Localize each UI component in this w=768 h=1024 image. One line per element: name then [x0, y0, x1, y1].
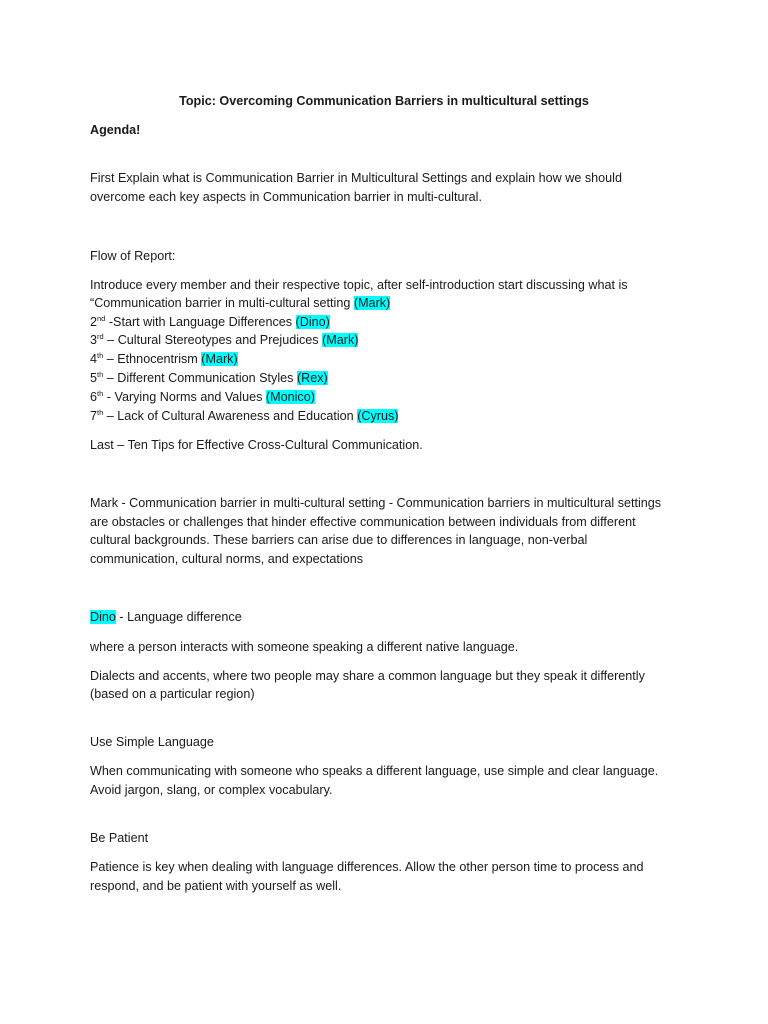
presenter-name-highlight: (Rex)	[296, 371, 328, 385]
flow-intro-text: “Communication barrier in multi-cultural setting	[90, 296, 354, 310]
document-title: Topic: Overcoming Communication Barriers in multicultural settings	[179, 94, 589, 108]
flow-item-ordinal: nd	[97, 313, 106, 323]
flow-item-text: – Ethnocentrism	[103, 352, 202, 366]
dino-heading	[90, 610, 242, 624]
intro-line: overcome each key aspects in Communication barrier in multi-cultural.	[90, 190, 482, 204]
simple-language-line: Avoid jargon, slang, or complex vocabulary.	[90, 783, 333, 797]
flow-item	[90, 333, 358, 347]
flow-intro-line: Introduce every member and their respective topic, after self-introduction start discussing what is	[90, 278, 628, 292]
flow-item-number: 5	[90, 371, 98, 385]
flow-item	[90, 315, 330, 329]
presenter-name-highlight: (Dino)	[295, 315, 330, 329]
be-patient-heading: Be Patient	[90, 831, 149, 845]
flow-item-number: 3	[90, 333, 98, 347]
flow-item-ordinal: th	[97, 369, 104, 379]
flow-item	[90, 371, 328, 385]
presenter-name-highlight: Dino	[90, 610, 116, 624]
presenter-name-highlight: (Cyrus)	[357, 409, 399, 423]
intro-line: First Explain what is Communication Barrier in Multicultural Settings and explain how we should	[90, 171, 622, 185]
dino-heading-text: - Language difference	[115, 610, 242, 624]
flow-item-text: -Start with Language Differences	[105, 315, 296, 329]
dino-paragraph-line: Dialects and accents, where two people may share a common language but they speak it differently	[90, 669, 645, 683]
dino-paragraph-line: (based on a particular region)	[90, 687, 255, 701]
mark-paragraph-line: Mark - Communication barrier in multi-cultural setting - Communication barriers in multicultural settings	[90, 496, 662, 510]
presenter-name-highlight: (Monico)	[265, 390, 315, 404]
flow-item-number: 4	[90, 352, 98, 366]
mark-paragraph-line: communication, cultural norms, and expectations	[90, 552, 363, 566]
mark-paragraph-line: cultural backgrounds. These barriers can arise due to differences in language, non-verbal	[90, 533, 588, 547]
be-patient-line: respond, and be patient with yourself as well.	[90, 879, 342, 893]
flow-intro-line	[90, 296, 390, 310]
flow-item	[90, 409, 398, 423]
flow-item-text: – Cultural Stereotypes and Prejudices	[103, 333, 323, 347]
presenter-name-highlight: (Mark)	[201, 352, 238, 366]
flow-item-ordinal: rd	[97, 331, 104, 341]
presenter-name-highlight: (Mark)	[353, 296, 391, 310]
flow-last-line: Last – Ten Tips for Effective Cross-Cultural Communication.	[90, 438, 423, 452]
be-patient-line: Patience is key when dealing with language differences. Allow the other person time to process and	[90, 860, 644, 874]
flow-item-text: - Varying Norms and Values	[103, 390, 266, 404]
presenter-name-highlight: (Mark)	[322, 333, 359, 347]
mark-paragraph-line: are obstacles or challenges that hinder effective communication between individuals from different	[90, 515, 636, 529]
flow-item	[90, 390, 315, 404]
simple-language-line: When communicating with someone who speaks a different language, use simple and clear language.	[90, 764, 659, 778]
flow-item-number: 2	[90, 315, 98, 329]
flow-item-number: 7	[90, 409, 98, 423]
flow-item-text: – Different Communication Styles	[103, 371, 297, 385]
flow-item-ordinal: th	[97, 407, 104, 417]
flow-item-ordinal: th	[97, 388, 104, 398]
flow-item-ordinal: th	[97, 350, 104, 360]
flow-item-text: – Lack of Cultural Awareness and Education	[103, 409, 358, 423]
dino-paragraph-line: where a person interacts with someone speaking a different native language.	[90, 640, 519, 654]
simple-language-heading: Use Simple Language	[90, 735, 214, 749]
flow-item-number: 6	[90, 390, 98, 404]
agenda-heading: Agenda!	[90, 123, 141, 137]
flow-item	[90, 352, 238, 366]
flow-heading: Flow of Report:	[90, 249, 176, 263]
